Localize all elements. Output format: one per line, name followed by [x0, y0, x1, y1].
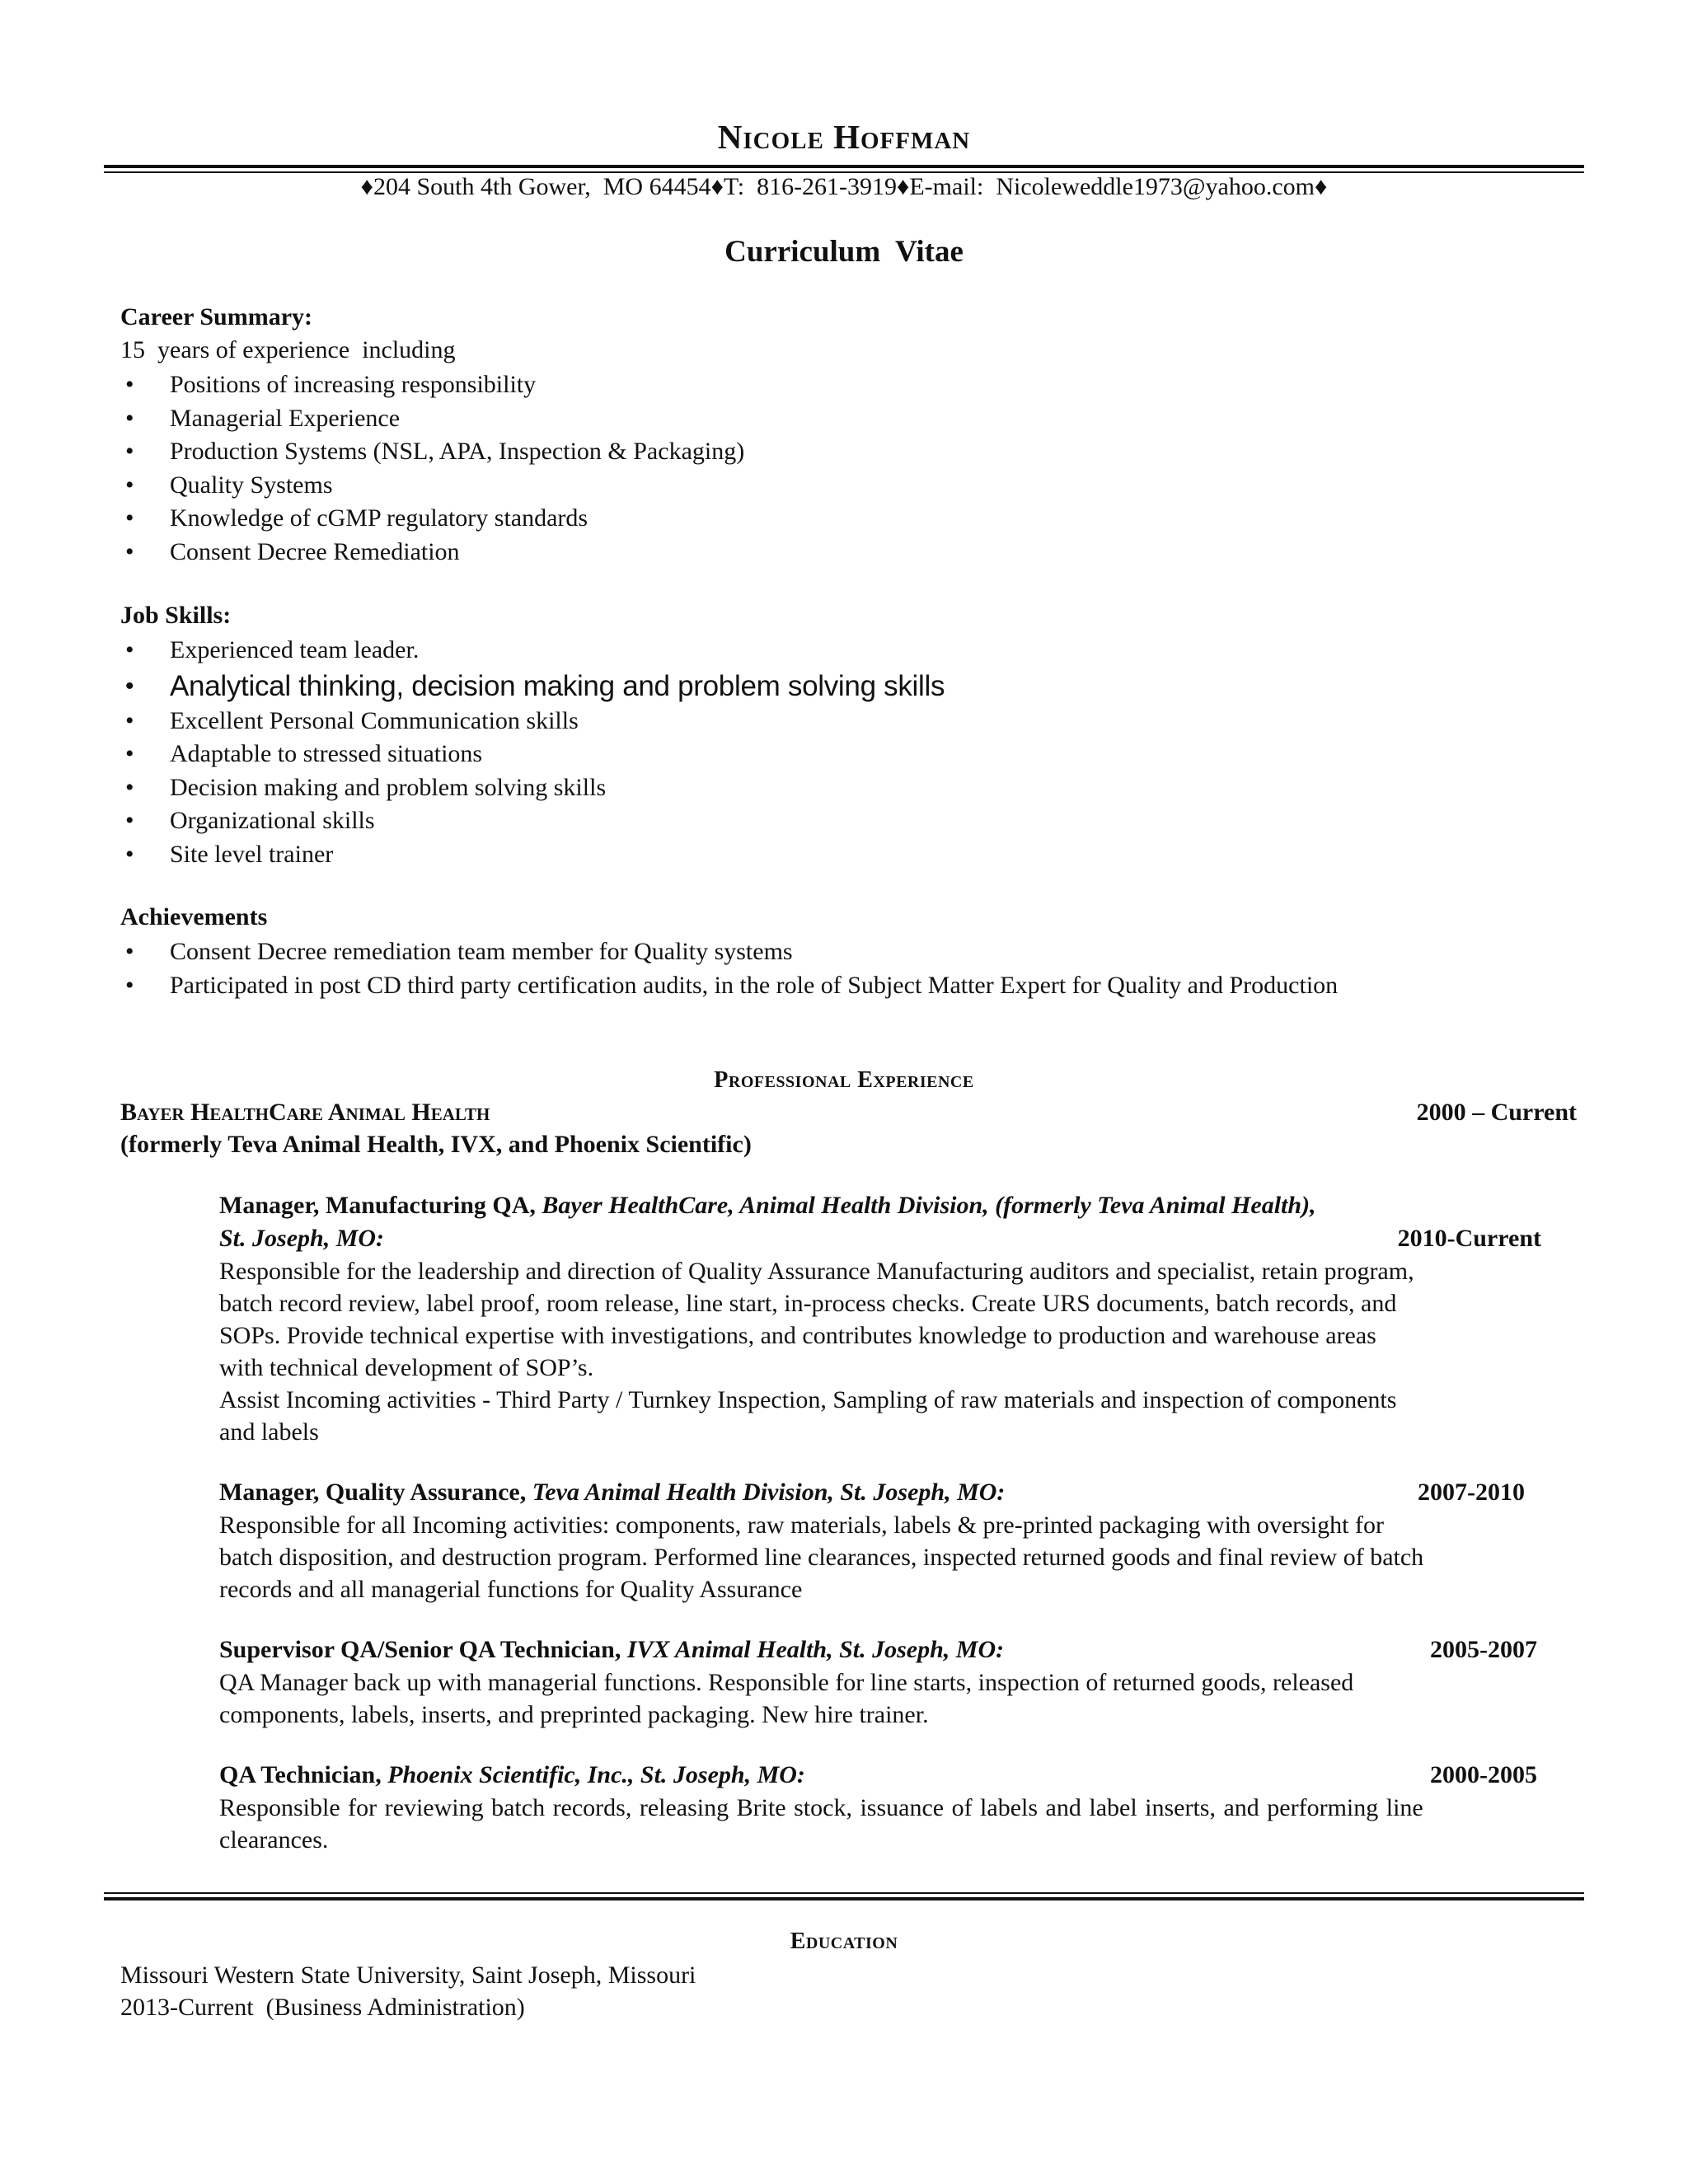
description-line: QA Manager back up with managerial functions. Responsible for line starts, inspection of returned goods, released: [219, 1669, 1354, 1696]
job-dates: 2000-2005: [1430, 1761, 1537, 1788]
list-item: • Organizational skills: [120, 804, 945, 838]
company-name: Bayer HealthCare Animal Health: [120, 1099, 490, 1126]
candidate-name: Nicole Hoffman: [717, 118, 971, 156]
job-title-line: [219, 1759, 1537, 1792]
job-title: Manager, Quality Assurance,: [219, 1479, 527, 1506]
list-item: • Consent Decree Remediation: [120, 536, 744, 569]
description-line: SOPs. Provide technical expertise with investigations, and contributes knowledge to production and warehouse areas: [219, 1322, 1376, 1349]
career-summary-list: [120, 368, 744, 569]
job-title-line: [219, 1633, 1537, 1666]
document-title: Curriculum Vitae: [724, 235, 964, 269]
list-item: • Managerial Experience: [120, 402, 744, 436]
experience-heading: Professional Experience: [714, 1067, 974, 1093]
job-description: [219, 1792, 1537, 1856]
job-title-line: [219, 1189, 1541, 1222]
job-organization: Bayer HealthCare, Animal Health Division, (formerly Teva Animal Health),: [535, 1192, 1316, 1219]
education-rule-thin: [104, 1892, 1584, 1894]
description-line: components, labels, inserts, and preprinted packaging. New hire trainer.: [219, 1701, 929, 1728]
job-organization: IVX Animal Health, St. Joseph, MO:: [621, 1636, 1005, 1663]
job-skills-list: [120, 634, 945, 871]
description-line: records and all managerial functions for Quality Assurance: [219, 1576, 803, 1603]
list-item: • Analytical thinking, decision making and problem solving skills: [120, 668, 945, 705]
education-program: 2013-Current (Business Administration): [120, 1994, 525, 2021]
job-title: Supervisor QA/Senior QA Technician,: [219, 1636, 621, 1663]
description-line: batch record review, label proof, room release, line start, in-process checks. Create URS documents, batch records, and: [219, 1290, 1397, 1317]
job-description: [219, 1509, 1525, 1605]
job-entry: [219, 1759, 1537, 1856]
list-item: • Participated in post CD third party certification audits, in the role of Subject Matter Expert for Quality and Production: [120, 969, 1338, 1003]
career-summary-heading: Career Summary:: [120, 303, 312, 330]
list-item: • Decision making and problem solving skills: [120, 771, 945, 805]
job-dates: 2007-2010: [1418, 1479, 1525, 1506]
list-item: • Consent Decree remediation team member for Quality systems: [120, 935, 1338, 969]
description-line: Assist Incoming activities - Third Party / Turnkey Inspection, Sampling of raw materials and inspection of components: [219, 1386, 1397, 1413]
job-entry: [219, 1476, 1525, 1605]
job-title-line: [219, 1222, 1541, 1255]
job-skills-heading: Job Skills:: [120, 602, 232, 629]
list-item: • Excellent Personal Communication skills: [120, 705, 945, 738]
description-line: Responsible for the leadership and direction of Quality Assurance Manufacturing auditors and specialist, retain program,: [219, 1258, 1414, 1285]
list-item: • Adaptable to stressed situations: [120, 738, 945, 771]
education-school: Missouri Western State University, Saint Joseph, Missouri: [120, 1961, 696, 1989]
job-location: St. Joseph, MO:: [219, 1225, 385, 1252]
company-dates: 2000 – Current: [1416, 1099, 1577, 1126]
list-item: • Site level trainer: [120, 838, 945, 872]
description-line: batch disposition, and destruction program. Performed line clearances, inspected returned goods and final review of batch: [219, 1544, 1424, 1571]
job-dates: 2010-Current: [1397, 1225, 1541, 1252]
job-organization: Phoenix Scientific, Inc., St. Joseph, MO:: [381, 1761, 805, 1788]
job-title: QA Technician,: [219, 1761, 382, 1788]
list-item: • Quality Systems: [120, 469, 744, 503]
job-description: [219, 1255, 1541, 1448]
career-summary-intro: 15 years of experience including: [120, 336, 456, 363]
job-dates: 2005-2007: [1430, 1636, 1537, 1663]
list-item: • Positions of increasing responsibility: [120, 368, 744, 402]
achievements-list: [120, 935, 1338, 1002]
contact-line: ♦204 South 4th Gower, MO 64454♦T: 816-261-3919♦E-mail: Nicoleweddle1973@yahoo.com♦: [360, 173, 1328, 200]
job-title-line: [219, 1476, 1525, 1509]
description-line: and labels: [219, 1418, 319, 1446]
job-entry: [219, 1189, 1541, 1448]
job-organization: Teva Animal Health Division, St. Joseph, MO:: [526, 1479, 1006, 1506]
description-line: Responsible for reviewing batch records, releasing Brite stock, issuance of labels and label inserts, and performing line: [219, 1794, 1423, 1821]
job-title: Manager, Manufacturing QA,: [219, 1192, 536, 1219]
list-item: • Production Systems (NSL, APA, Inspection & Packaging): [120, 435, 744, 469]
job-description: [219, 1666, 1537, 1731]
description-line: Responsible for all Incoming activities: components, raw materials, labels & pre-printed packaging with oversight for: [219, 1511, 1384, 1539]
description-line: clearances.: [219, 1826, 329, 1854]
education-heading: Education: [790, 1929, 898, 1954]
job-entry: [219, 1633, 1537, 1731]
list-item: • Experienced team leader.: [120, 634, 945, 668]
header-rule-thick: [104, 165, 1584, 168]
description-line: with technical development of SOP’s.: [219, 1354, 594, 1381]
company-formerly: (formerly Teva Animal Health, IVX, and Phoenix Scientific): [120, 1131, 752, 1158]
education-rule-thick: [104, 1897, 1584, 1900]
achievements-heading: Achievements: [120, 903, 268, 930]
list-item: • Knowledge of cGMP regulatory standards: [120, 502, 744, 536]
